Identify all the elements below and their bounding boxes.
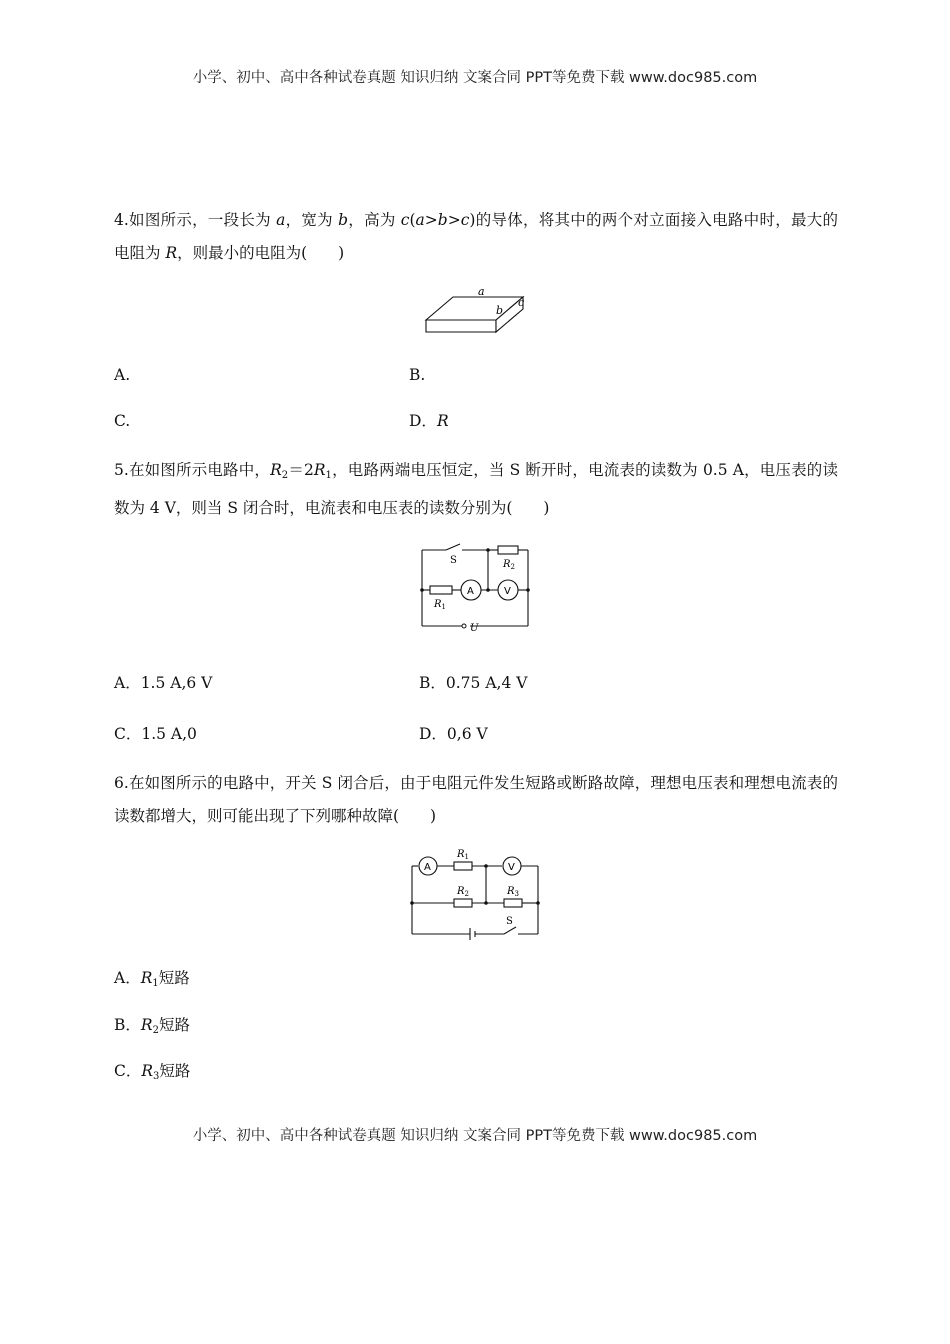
q6-option-a-var: R	[140, 969, 153, 987]
q4-label-b: b	[496, 304, 504, 317]
q6-label-r3: $R_3$	[507, 886, 519, 898]
q5-text: ，电路两端电压恒定，当 S 断开时，电流表的读数为 0.5 A，电压表的读数为 4 V，则当 S 闭合时，电流表和电压表的读数分别为( )	[114, 461, 838, 517]
q5-var-R: R	[270, 461, 282, 479]
q4-var-c: c	[460, 211, 470, 229]
q5-label-u: U	[470, 623, 479, 634]
q4-text: 如图所示，一段长为	[128, 211, 277, 229]
q6-voltmeter-label: V	[508, 862, 515, 873]
q5-text: ＝2	[288, 461, 314, 479]
q6-option-a-sub: 1	[152, 978, 159, 989]
question-4	[114, 204, 838, 270]
q4-var-b: b	[338, 211, 349, 229]
q4-var-c: c	[400, 211, 410, 229]
q5-label-r2: $R_2$	[503, 559, 515, 571]
q6-label-s: S	[506, 916, 513, 927]
q4-option-a: A.	[114, 366, 131, 384]
q6-option-c-label: C．	[114, 1062, 142, 1080]
q4-option-b: B.	[409, 366, 426, 384]
q6-option-a-text: 短路	[158, 969, 190, 987]
q4-option-d-label: D．	[409, 412, 437, 430]
page-footer: 小学、初中、高中各种试卷真题 知识归纳 文案合同 PPT等免费下载 www.doc985.com	[192, 1128, 758, 1144]
q6-option-c-var: R	[141, 1062, 154, 1080]
q5-voltmeter-label: V	[504, 586, 511, 597]
q4-text: ，高为	[348, 211, 401, 229]
q4-text: ，则最小的电阻为( )	[177, 244, 345, 262]
q6-text: 在如图所示的电路中，开关 S 闭合后，由于电阻元件发生短路或断路故障，理想电压表和理想电流表的读数都增大，则可能出现了下列哪种故障( )	[114, 774, 838, 825]
q4-option-d-value: R	[436, 412, 449, 430]
q4-text: >	[424, 211, 438, 229]
q6-number: 6.	[114, 774, 129, 792]
q5-var-R: R	[313, 461, 326, 479]
q6-option-c	[114, 1061, 190, 1087]
q4-text: )的导体，将其中的两个对立面接入电路中时，最大的电阻为	[114, 211, 838, 262]
q6-option-b-sub: 2	[152, 1025, 159, 1036]
q4-conductor-figure	[420, 284, 530, 340]
q6-option-b	[114, 1015, 190, 1041]
q5-option-c: C．1.5 A,0	[114, 725, 197, 743]
q4-number: 4.	[114, 211, 129, 229]
q4-label-c: c	[518, 296, 525, 309]
q5-circuit-diagram	[414, 540, 536, 634]
q5-sub: 2	[281, 470, 289, 481]
q5-number: 5.	[114, 461, 129, 479]
q6-circuit-diagram	[404, 846, 546, 940]
q6-option-c-sub: 3	[153, 1071, 160, 1082]
page-header: 小学、初中、高中各种试卷真题 知识归纳 文案合同 PPT等免费下载 www.doc985.com	[192, 70, 758, 86]
q5-option-b: B．0.75 A,4 V	[419, 674, 528, 692]
q4-text: >	[447, 211, 461, 229]
q4-option-c: C.	[114, 412, 131, 430]
q6-label-r1: $R_1$	[457, 849, 469, 861]
q6-option-c-text: 短路	[159, 1062, 191, 1080]
question-6	[114, 767, 838, 833]
q4-var-b: b	[437, 211, 448, 229]
q6-label-r2: $R_2$	[457, 886, 469, 898]
q5-sub: 1	[325, 470, 332, 481]
q6-option-a-label: A．	[114, 969, 141, 987]
q6-option-b-text: 短路	[158, 1016, 190, 1034]
q4-text: (	[409, 211, 416, 229]
question-5	[114, 454, 838, 525]
q5-label-s: S	[450, 555, 457, 566]
q4-option-d	[409, 411, 449, 431]
q4-label-a: a	[478, 285, 485, 298]
q6-option-b-var: R	[140, 1016, 153, 1034]
q5-label-r1: $R_1$	[434, 599, 446, 611]
q4-text: ，宽为	[285, 211, 339, 229]
q5-ammeter-label: A	[467, 586, 474, 597]
q6-option-a	[114, 968, 190, 994]
q6-option-b-label: B．	[114, 1016, 141, 1034]
q5-text: 在如图所示电路中，	[128, 461, 271, 479]
q5-option-a: A．1.5 A,6 V	[114, 674, 213, 692]
q6-ammeter-label: A	[424, 862, 431, 873]
q4-var-R: R	[165, 244, 178, 262]
q4-var-a: a	[276, 211, 286, 229]
q4-var-a: a	[415, 211, 425, 229]
q5-option-d: D．0,6 V	[419, 725, 488, 743]
